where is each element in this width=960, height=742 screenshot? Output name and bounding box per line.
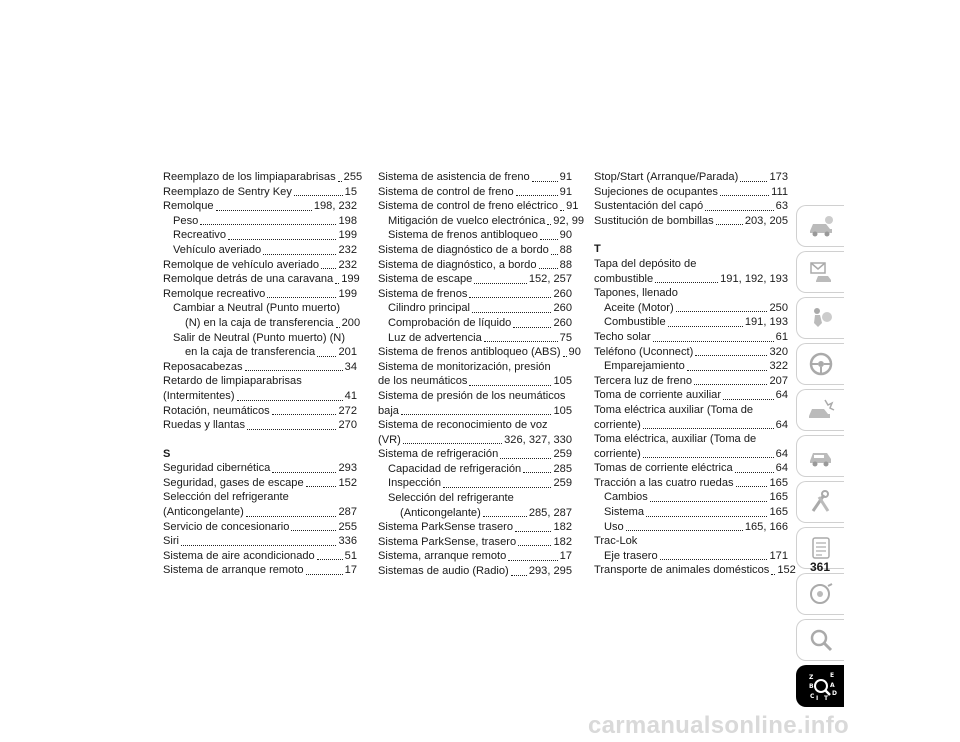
index-entry: Trac-Lok [594, 535, 638, 548]
index-entry: Siri 336 [163, 535, 357, 548]
index-subentry: Vehículo averiado 232 [173, 243, 357, 256]
tab-car-info[interactable] [796, 205, 844, 247]
index-subentry: Uso 165, 166 [604, 520, 788, 533]
index-entry: Seguridad cibernética 293 [163, 462, 357, 475]
index-entry: Reemplazo de Sentry Key 15 [163, 185, 357, 198]
index-subentry: Luz de advertencia 75 [388, 331, 572, 344]
index-entry: corriente) 64 [594, 418, 788, 431]
index-entry: Selección del refrigerante [163, 491, 289, 504]
index-entry: Toma de corriente auxiliar 64 [594, 389, 788, 402]
index-subentry: Mitigación de vuelco electrónica 92, 99 [388, 214, 585, 227]
index-column-1 [163, 170, 363, 578]
index-entry: Sistemas de audio (Radio) 293, 295 [378, 565, 572, 578]
index-entry: Remolque de vehículo averiado 232 [163, 258, 357, 271]
index-icon [806, 671, 836, 701]
index-entry: baja 105 [378, 404, 572, 417]
index-entry: Tapones, llenado [594, 287, 678, 300]
index-column-2 [378, 170, 585, 579]
index-entry: (Anticongelante) 287 [163, 506, 357, 519]
section-letter: T [594, 243, 601, 256]
index-entry: Toma eléctrica auxiliar (Toma de [594, 403, 754, 416]
index-entry: Ruedas y llantas 270 [163, 419, 357, 432]
index-subentry: Cambiar a Neutral (Punto muerto) [173, 302, 341, 315]
index-entry: Sistema de monitorización, presión [378, 360, 551, 373]
tab-steering-wheel[interactable] [796, 343, 844, 385]
index-entry: Servicio de concesionario 255 [163, 520, 357, 533]
index-subentry: Sistema 165 [604, 506, 788, 519]
steering-wheel-icon [806, 349, 836, 379]
car-info-icon [806, 211, 836, 241]
index-subentry: Sistema de frenos antibloqueo 90 [388, 229, 572, 242]
index-entry: Sistema de aire acondicionado 51 [163, 549, 357, 562]
tab-car-mail[interactable] [796, 251, 844, 293]
index-entry: Teléfono (Uconnect) 320 [594, 345, 788, 358]
index-entry: Sistema de frenos 260 [378, 287, 572, 300]
index-entry: Reemplazo de los limpiaparabrisas 255 [163, 171, 363, 183]
index-entry: Sistema de diagnóstico, a bordo 88 [378, 258, 572, 271]
index-entry: Sistema de arranque remoto 17 [163, 564, 357, 577]
index-entry: Sistema de asistencia de freno 91 [378, 171, 572, 183]
index-column-3 [594, 170, 796, 578]
index-entry: Sistema de presión de los neumáticos [378, 389, 566, 402]
index-subentry: Recreativo 199 [173, 229, 357, 242]
index-entry: Tapa del depósito de [594, 257, 697, 270]
car-crash-icon [806, 395, 836, 425]
index-subentry: (N) en la caja de transferencia 200 [185, 316, 361, 329]
car-mail-icon [806, 257, 836, 287]
index-entry: Tracción a las cuatro ruedas 165 [594, 476, 788, 489]
index-letter: Z [808, 674, 813, 681]
index-entry: Sistema de escape 152, 257 [378, 273, 572, 286]
index-letter: D [831, 690, 837, 697]
index-entry: Sistema de control de freno eléctrico 91 [378, 200, 579, 213]
index-subentry: (Anticongelante) 285, 287 [400, 506, 572, 519]
index-entry: Sistema de reconocimiento de voz [378, 419, 548, 432]
page-number: 361 [809, 560, 831, 574]
index-entry: Rotación, neumáticos 272 [163, 404, 357, 417]
section-letter: S [163, 447, 171, 460]
multimedia-icon [806, 579, 836, 609]
index-entry: Sustentación del capó 63 [594, 200, 788, 213]
index-letter: I [815, 695, 818, 702]
tab-car-service[interactable] [796, 435, 844, 477]
car-service-icon [806, 441, 836, 471]
index-subentry: Capacidad de refrigeración 285 [388, 462, 572, 475]
index-entry: combustible 191, 192, 193 [594, 272, 788, 285]
tab-index[interactable] [796, 665, 844, 707]
index-subentry: Selección del refrigerante [388, 492, 514, 505]
search-icon [806, 625, 836, 655]
index-entry: Seguridad, gases de escape 152 [163, 476, 357, 489]
index-entry: Remolque recreativo 199 [163, 287, 357, 300]
checklist-icon [806, 533, 836, 563]
index-entry: Sistema de control de freno 91 [378, 185, 572, 198]
index-entry: (VR) 326, 327, 330 [378, 433, 572, 446]
index-entry: Sustitución de bombillas 203, 205 [594, 214, 788, 227]
index-letter: T [823, 695, 828, 702]
index-entry: Reposacabezas 34 [163, 360, 357, 373]
index-entry: Tomas de corriente eléctrica 64 [594, 462, 788, 475]
tab-multimedia[interactable] [796, 573, 844, 615]
index-subentry: Combustible 191, 193 [604, 316, 788, 329]
index-subentry: Emparejamiento 322 [604, 360, 788, 373]
index-letter: C [809, 693, 814, 700]
index-subentry: Inspección 259 [388, 477, 572, 490]
index-letter: E [829, 672, 834, 679]
index-entry: Sistema de diagnóstico de a bordo 88 [378, 243, 572, 256]
tools-icon [806, 487, 836, 517]
index-entry: Techo solar 61 [594, 330, 788, 343]
index-subentry: Comprobación de líquido 260 [388, 316, 572, 329]
index-entry: Remolque detrás de una caravana 199 [163, 273, 360, 286]
index-entry: Remolque 198, 232 [163, 200, 357, 213]
index-letter: B [808, 683, 814, 690]
tab-car-crash[interactable] [796, 389, 844, 431]
index-entry: Sistema ParkSense trasero 182 [378, 521, 572, 534]
index-subentry: Cambios 165 [604, 491, 788, 504]
index-subentry: Eje trasero 171 [604, 549, 788, 562]
index-entry: Sistema de refrigeración 259 [378, 448, 572, 461]
tab-search[interactable] [796, 619, 844, 661]
tab-tools[interactable] [796, 481, 844, 523]
index-subentry: Peso 198 [173, 214, 357, 227]
index-entry: Retardo de limpiaparabrisas [163, 375, 302, 388]
index-entry: de los neumáticos 105 [378, 375, 572, 388]
tab-airbag[interactable] [796, 297, 844, 339]
index-entry: Stop/Start (Arranque/Parada) 173 [594, 171, 788, 183]
index-entry: Sujeciones de ocupantes 111 [594, 185, 788, 198]
chapter-tabs [796, 205, 844, 711]
index-entry: Sistema de frenos antibloqueo (ABS) 90 [378, 346, 581, 359]
index-subentry: Aceite (Motor) 250 [604, 301, 788, 314]
index-subentry: en la caja de transferencia 201 [185, 346, 357, 359]
index-entry: Toma eléctrica, auxiliar (Toma de [594, 433, 757, 446]
index-entry: Sistema, arranque remoto 17 [378, 550, 572, 563]
index-entry: corriente) 64 [594, 447, 788, 460]
airbag-icon [806, 303, 836, 333]
index-entry: Sistema ParkSense, trasero 182 [378, 535, 572, 548]
index-subentry: Salir de Neutral (Punto muerto) (N) [173, 331, 346, 344]
index-letter: A [829, 682, 835, 689]
index-entry: Transporte de animales domésticos 152 [594, 564, 796, 577]
index-subentry: Cilindro principal 260 [388, 302, 572, 315]
index-entry: Tercera luz de freno 207 [594, 374, 788, 387]
watermark: carmanualsonline.info [588, 712, 850, 739]
index-entry: (Intermitentes) 41 [163, 389, 357, 402]
